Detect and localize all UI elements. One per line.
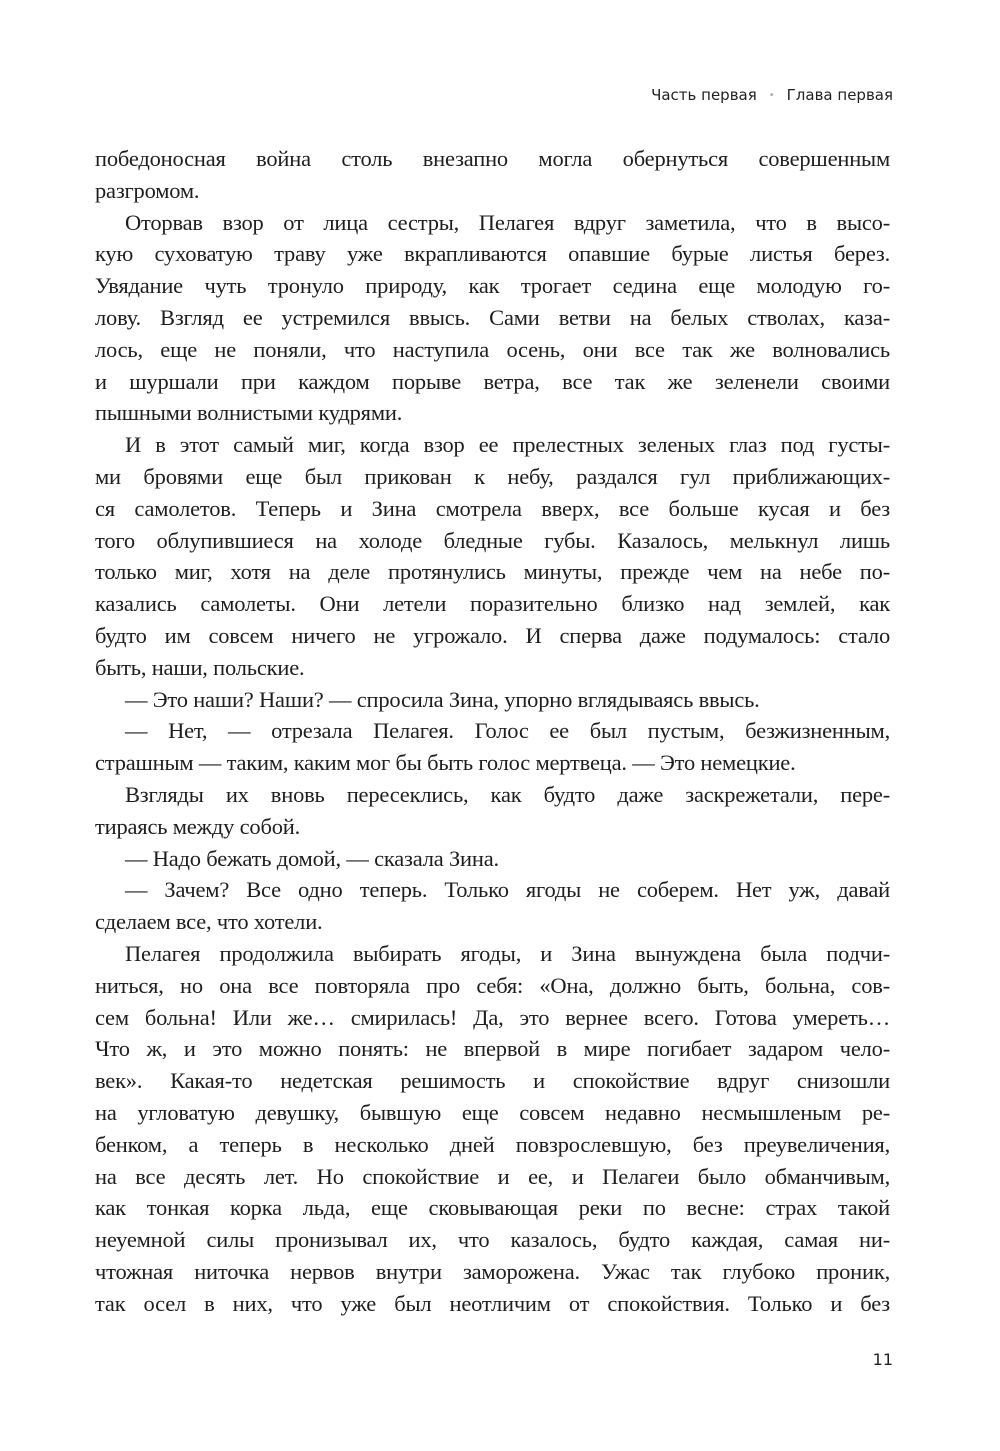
text-line: сем больна! Или же… смирилась! Да, это вернее всего. Готова умереть… — [95, 1004, 890, 1030]
text-line: Оторвав взор от лица сестры, Пелагея вдруг заметила, что в высо- — [125, 209, 890, 235]
paragraph — [95, 207, 890, 430]
part-title: Часть первая — [651, 86, 757, 104]
text-line: ми бровями еще был прикован к небу, раздался гул приближающих- — [95, 463, 890, 489]
text-line: будто им совсем ничего не угрожало. И сперва даже подумалось: стало — [95, 622, 890, 648]
chapter-title: Глава первая — [786, 86, 893, 104]
text-line: страшным — таким, каким мог бы быть голос мертвеца. — Это немецкие. — [95, 750, 796, 776]
text-line: пышными волнистыми кудрями. — [95, 400, 403, 426]
paragraph — [95, 874, 890, 938]
paragraph — [95, 429, 890, 683]
text-line: ся самолетов. Теперь и Зина смотрела вверх, все больше кусая и без — [95, 495, 890, 521]
text-line: бенком, а теперь в несколько дней повзрослевшую, без преувеличения, — [95, 1131, 890, 1157]
running-header — [651, 86, 893, 104]
text-line: сделаем все, что хотели. — [95, 909, 323, 935]
text-line: лову. Взгляд ее устремился ввысь. Сами ветви на белых стволах, каза- — [95, 304, 890, 330]
paragraph — [95, 843, 890, 875]
paragraph — [95, 779, 890, 843]
text-line: победоносная война столь внезапно могла обернуться совершенным — [95, 146, 890, 171]
text-line: разгромом. — [95, 177, 200, 203]
text-line: кую суховатую траву уже вкрапливаются опавшие бурые листья берез. — [95, 241, 890, 267]
page-number: 11 — [872, 1350, 893, 1369]
body-text — [95, 143, 890, 1319]
text-line: чтожная ниточка нервов внутри заморожена. Ужас так глубоко проник, — [95, 1258, 890, 1284]
paragraph — [95, 715, 890, 779]
text-line: тираясь между собой. — [95, 813, 301, 839]
paragraph — [95, 143, 890, 207]
text-line: Взгляды их вновь пересеклись, как будто даже заскрежетали, пере- — [125, 781, 890, 807]
text-line: Что ж, и это можно понять: не впервой в мире погибает задаром чело- — [95, 1036, 890, 1062]
text-line: Увядание чуть тронуло природу, как трогает седина еще молодую го- — [95, 273, 890, 299]
text-line: неуемной силы пронизывал их, что казалось, будто каждая, самая ни- — [95, 1227, 890, 1253]
text-line: — Зачем? Все одно теперь. Только ягоды не соберем. Нет уж, давай — [125, 877, 890, 903]
paragraph — [95, 684, 890, 716]
text-line: Пелагея продолжила выбирать ягоды, и Зина вынуждена была подчи- — [125, 940, 890, 966]
text-line: лось, еще не поняли, что наступила осень, они все так же волновались — [95, 336, 890, 362]
text-line: ниться, но она все повторяла про себя: «Она, должно быть, больна, сов- — [95, 972, 890, 998]
separator-dot-icon: • — [768, 89, 775, 101]
text-line: так осел в них, что уже был неотличим от спокойствия. Только и без — [95, 1290, 890, 1316]
text-line: казались самолеты. Они летели поразительно близко над землей, как — [95, 591, 890, 617]
paragraph — [95, 938, 890, 1320]
text-line: — Надо бежать домой, — сказала Зина. — [125, 845, 499, 871]
text-line: на все десять лет. Но спокойствие и ее, и Пелагеи было обманчивым, — [95, 1163, 890, 1189]
text-line: век». Какая-то недетская решимость и спокойствие вдруг снизошли — [95, 1068, 890, 1094]
text-line: — Это наши? Наши? — спросила Зина, упорно вглядываясь ввысь. — [125, 686, 760, 712]
text-line: на угловатую девушку, бывшую еще совсем недавно несмышленым ре- — [95, 1099, 890, 1125]
text-line: как тонкая корка льда, еще сковывающая реки по весне: страх такой — [95, 1195, 890, 1221]
text-line: и шуршали при каждом порыве ветра, все так же зеленели своими — [95, 368, 890, 394]
text-line: И в этот самый миг, когда взор ее прелестных зеленых глаз под густы- — [125, 432, 890, 458]
text-line: быть, наши, польские. — [95, 654, 305, 680]
text-line: только миг, хотя на деле протянулись минуты, прежде чем на небе по- — [95, 559, 890, 585]
text-line: того облупившиеся на холоде бледные губы. Казалось, мелькнул лишь — [95, 527, 890, 553]
text-line: — Нет, — отрезала Пелагея. Голос ее был пустым, безжизненным, — [125, 718, 890, 744]
